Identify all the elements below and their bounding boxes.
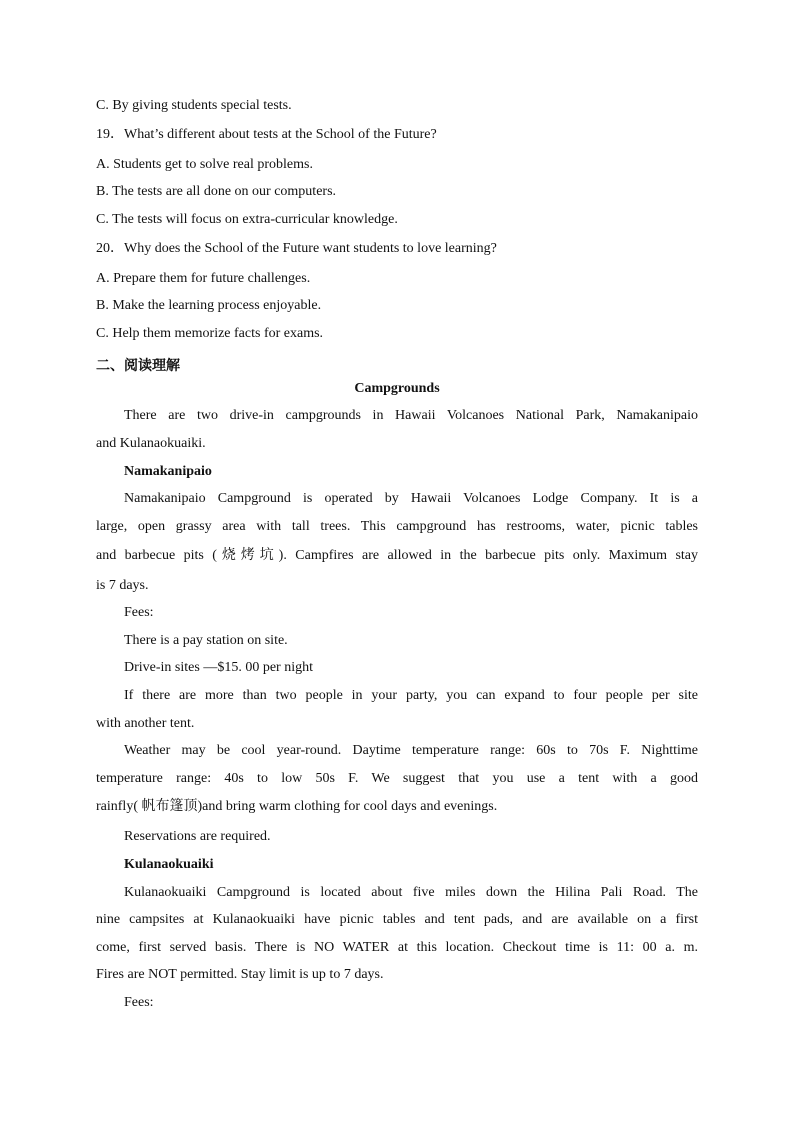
question-19: 19．What’s different about tests at the School of the Future? bbox=[96, 127, 437, 142]
option-19a: A. Students get to solve real problems. bbox=[96, 157, 313, 172]
fees-label-2: Fees: bbox=[124, 995, 154, 1010]
option-20c: C. Help them memorize facts for exams. bbox=[96, 326, 324, 341]
para1-line-1: Namakanipaio Campground is operated by Hawaii Volcanoes Lodge Company. It is a bbox=[124, 491, 698, 506]
article-title: Campgrounds bbox=[354, 381, 440, 396]
option-20b: B. Make the learning process enjoyable. bbox=[96, 298, 322, 313]
option-19b: B. The tests are all done on our computers. bbox=[96, 184, 337, 199]
para2-line-4: Fires are NOT permitted. Stay limit is up to 7 days. bbox=[96, 967, 384, 982]
weather-line-1: Weather may be cool year-round. Daytime temperature range: 60s to 70s F. Nighttime bbox=[124, 743, 698, 758]
party-line-2: with another tent. bbox=[96, 716, 195, 731]
weather-line-3: rainfly( 帆布篷顶)and bring warm clothing for cool days and evenings. bbox=[96, 799, 498, 814]
intro-line-2: and Kulanaokuaiki. bbox=[96, 436, 206, 451]
subheading-kulanaokuaiki: Kulanaokuaiki bbox=[124, 857, 214, 872]
weather-line-2: temperature range: 40s to low 50s F. We suggest that you use a tent with a good bbox=[96, 771, 698, 786]
subheading-namakanipaio: Namakanipaio bbox=[124, 464, 212, 479]
party-line-1: If there are more than two people in your party, you can expand to four people per site bbox=[124, 688, 698, 703]
option-18c: C. By giving students special tests. bbox=[96, 98, 292, 113]
option-20a: A. Prepare them for future challenges. bbox=[96, 271, 311, 286]
para1-line-2: large, open grassy area with tall trees. This campground has restrooms, water, picnic tables bbox=[96, 519, 698, 534]
fees-label-1: Fees: bbox=[124, 605, 154, 620]
pay-station-line: There is a pay station on site. bbox=[124, 633, 288, 648]
question-20: 20．Why does the School of the Future want students to love learning? bbox=[96, 241, 497, 256]
para2-line-1: Kulanaokuaiki Campground is located about five miles down the Hilina Pali Road. The bbox=[124, 885, 698, 900]
drive-in-fee-line: Drive-in sites —$15. 00 per night bbox=[124, 660, 313, 675]
para2-line-3: come, first served basis. There is NO WATER at this location. Checkout time is 11: 00 a. m. bbox=[96, 940, 698, 955]
para2-line-2: nine campsites at Kulanaokuaiki have picnic tables and tent pads, and are available on a first bbox=[96, 912, 698, 927]
section-heading: 二、阅读理解 bbox=[96, 358, 180, 374]
reservations-line: Reservations are required. bbox=[124, 829, 271, 844]
para1-line-4: is 7 days. bbox=[96, 578, 149, 593]
para1-line-3: and barbecue pits (烧烤坑). Campfires are allowed in the barbecue pits only. Maximum stay bbox=[96, 548, 698, 563]
option-19c: C. The tests will focus on extra-curricular knowledge. bbox=[96, 212, 398, 227]
intro-line-1: There are two drive-in campgrounds in Hawaii Volcanoes National Park, Namakanipaio bbox=[124, 408, 698, 423]
